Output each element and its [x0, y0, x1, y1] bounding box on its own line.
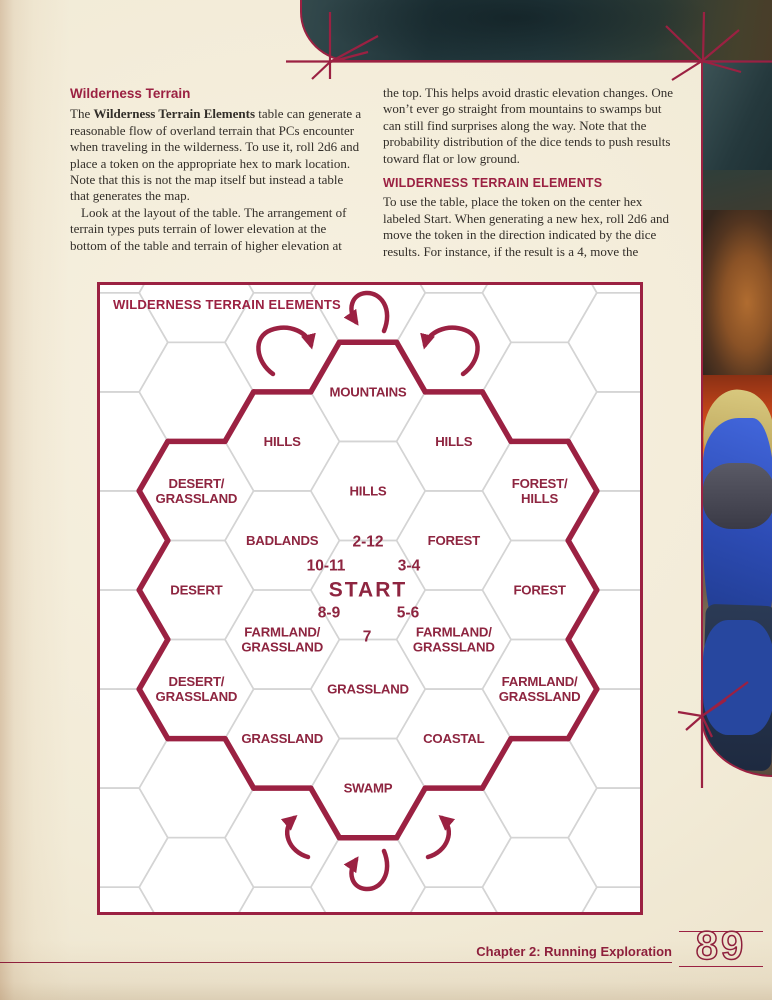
grid-hex	[397, 285, 511, 293]
body-paragraph: the top. This helps avoid drastic elevation changes. One won’t ever go straight from mountains to swamps but can still find surprises along the way. Note that the probability distribution of the dice tends to push results toward flat or low ground.	[383, 85, 674, 166]
hex-label: FOREST	[513, 582, 566, 598]
hex-labels	[156, 384, 581, 795]
art-adventurer-cape	[703, 620, 772, 735]
hex-label: COASTAL	[423, 731, 485, 747]
grid-hex	[568, 788, 640, 887]
hex-label: GRASSLAND	[241, 731, 324, 747]
hex-label: FARMLAND/	[244, 624, 321, 640]
dice-range-label: 7	[362, 628, 372, 646]
body-paragraph	[70, 106, 364, 204]
body-text-bold: Wilderness Terrain Elements	[93, 106, 256, 122]
body-text: table can generate a reasonable flow of overland terrain that PCs encounter when traveling in the wilderness. To use it, roll 2d6 and place a token on the appropriate hex to mark location. Note that this is not the map itself but instead a table that generates the map.	[70, 106, 362, 204]
grid-hex	[568, 887, 640, 912]
art-adventurer-pauldron	[703, 463, 772, 529]
grid-hex	[482, 838, 596, 912]
hex-label: FARMLAND/	[501, 674, 578, 690]
body-paragraph: Look at the layout of the table. The arrangement of terrain types puts terrain of lower elevation at the bottom of the table and terrain of higher elevation at	[70, 204, 347, 253]
body-paragraph: To use the table, place the token on the center hex labeled Start. When generating a new hex, roll 2d6 and move the token in the direction indicated by the dice results. For instance, if the result is a 4, move the	[383, 194, 670, 259]
hex-label: GRASSLAND	[412, 639, 495, 655]
left-text-column	[70, 86, 364, 254]
page-number: 89	[695, 924, 747, 968]
grid-hex	[100, 392, 168, 491]
section-heading: Wilderness Terrain	[70, 86, 191, 101]
wrap-arrow-bottom-right-icon	[428, 818, 449, 857]
grid-hex	[568, 293, 640, 392]
hex-label: HILLS	[521, 490, 559, 506]
dice-range-label: 5-6	[396, 604, 420, 622]
grid-hex	[311, 838, 425, 912]
grid-hex	[100, 590, 168, 689]
hex-label: GRASSLAND	[327, 681, 409, 697]
hex-label: DESERT/	[168, 475, 225, 491]
grid-hex	[139, 838, 253, 912]
hex-label: FARMLAND/	[415, 624, 492, 640]
hex-label: MOUNTAINS	[329, 384, 407, 400]
subsection-heading: WILDERNESS TERRAIN ELEMENTS	[383, 176, 603, 191]
hex-label: GRASSLAND	[155, 490, 238, 506]
footer-rule	[0, 962, 672, 963]
hex-label: BADLANDS	[245, 533, 319, 548]
hex-label: FOREST	[427, 533, 480, 548]
art-dragon-head	[703, 210, 772, 395]
hex-label: FOREST/	[511, 475, 568, 491]
grid-hex	[568, 590, 640, 689]
dice-range-label: 2-12	[352, 533, 384, 551]
wrap-arrow-top-left-icon	[258, 328, 311, 374]
hex-label: GRASSLAND	[155, 689, 238, 705]
hex-map-svg	[100, 285, 640, 912]
grid-hex	[225, 285, 339, 293]
grid-hex	[482, 285, 596, 342]
grid-hex	[139, 285, 253, 342]
hex-label: GRASSLAND	[241, 639, 324, 655]
hex-label: HILLS	[435, 433, 473, 449]
grid-hex	[100, 887, 168, 912]
wrap-arrow-bottom-center-icon	[351, 851, 387, 889]
cover-art-top-band	[300, 0, 772, 62]
dice-range-label: 8-9	[317, 604, 341, 622]
wilderness-terrain-diagram	[97, 282, 643, 915]
wrap-arrow-bottom-left-icon	[287, 818, 308, 857]
wrap-arrow-top-center-icon	[351, 293, 387, 331]
hex-label: GRASSLAND	[498, 689, 581, 705]
grid-hex	[568, 491, 640, 590]
grid-hex	[568, 392, 640, 491]
right-text-column	[383, 85, 677, 260]
grid-hex	[100, 285, 168, 293]
footer-chapter-label: Chapter 2: Running Exploration	[476, 944, 672, 959]
wrap-arrow-top-right-icon	[425, 328, 478, 374]
grid-hex	[100, 788, 168, 887]
grid-hex	[568, 285, 640, 293]
dice-range-label: 10-11	[306, 557, 346, 575]
hex-label: SWAMP	[343, 780, 393, 796]
body-text: The	[70, 106, 94, 122]
dice-range-label: 3-4	[397, 557, 421, 575]
hex-label: HILLS	[349, 483, 387, 499]
start-hex-label: START	[328, 578, 408, 602]
hex-label: DESERT	[170, 582, 223, 598]
diagram-title: WILDERNESS TERRAIN ELEMENTS	[113, 297, 341, 312]
hex-label: DESERT/	[168, 674, 225, 690]
cover-art-dragon-strip	[701, 60, 772, 777]
hex-label: HILLS	[263, 433, 301, 449]
